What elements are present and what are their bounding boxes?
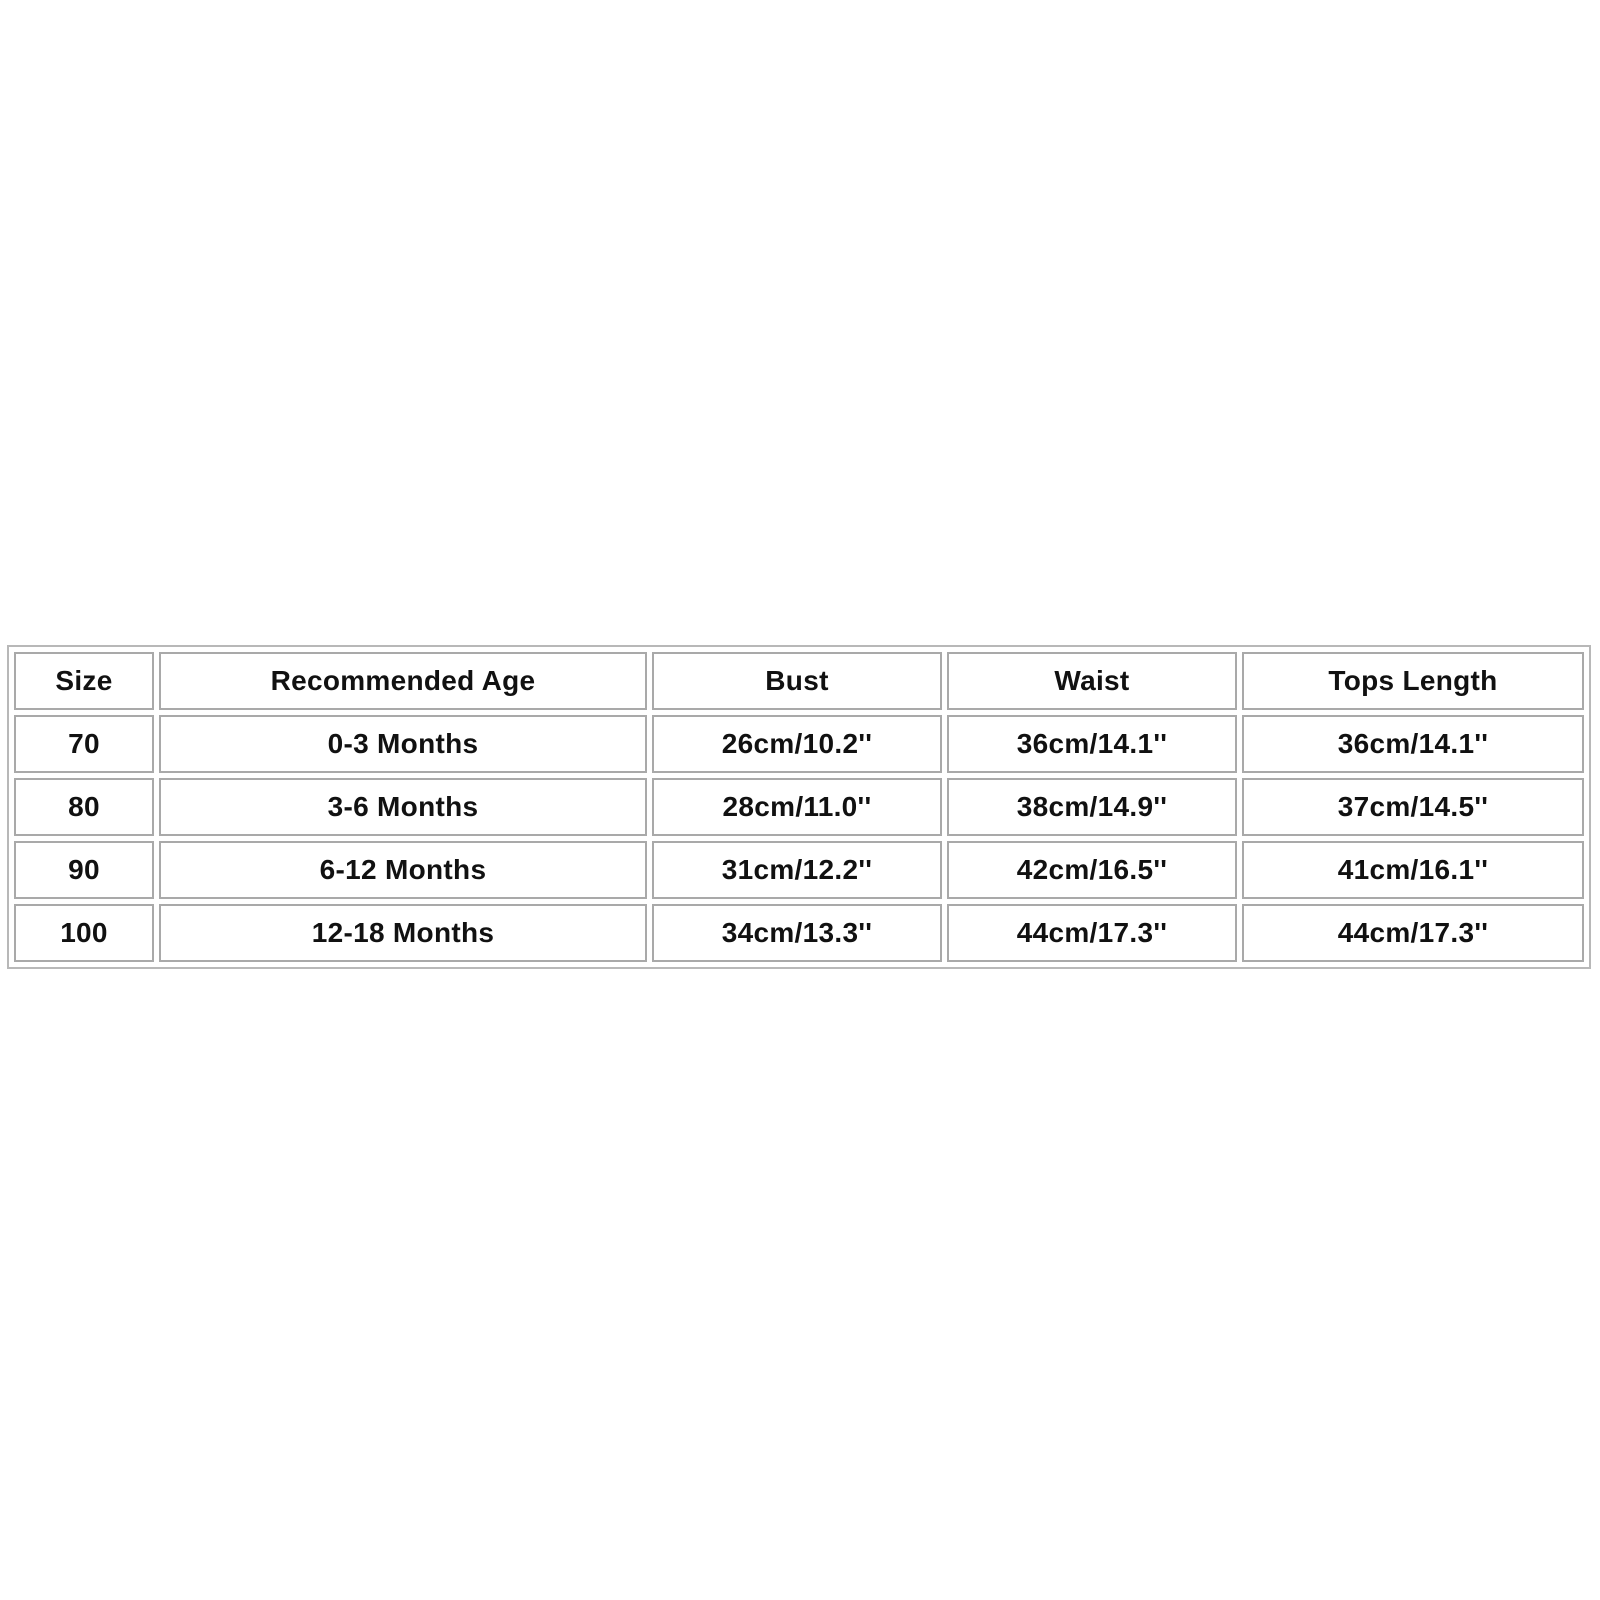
header-waist: Waist	[947, 652, 1237, 710]
cell-waist: 36cm/14.1''	[947, 715, 1237, 773]
cell-bust: 34cm/13.3''	[652, 904, 942, 962]
cell-tops-length: 36cm/14.1''	[1242, 715, 1584, 773]
header-tops-length: Tops Length	[1242, 652, 1584, 710]
cell-tops-length: 44cm/17.3''	[1242, 904, 1584, 962]
size-chart-table	[7, 645, 1591, 969]
cell-waist: 44cm/17.3''	[947, 904, 1237, 962]
table-row	[14, 841, 1584, 899]
cell-size: 90	[14, 841, 154, 899]
cell-recommended-age: 6-12 Months	[159, 841, 647, 899]
cell-waist: 42cm/16.5''	[947, 841, 1237, 899]
header-size: Size	[14, 652, 154, 710]
cell-recommended-age: 12-18 Months	[159, 904, 647, 962]
cell-tops-length: 37cm/14.5''	[1242, 778, 1584, 836]
cell-bust: 26cm/10.2''	[652, 715, 942, 773]
cell-bust: 28cm/11.0''	[652, 778, 942, 836]
table-header-row	[14, 652, 1584, 710]
cell-recommended-age: 3-6 Months	[159, 778, 647, 836]
cell-size: 70	[14, 715, 154, 773]
cell-size: 80	[14, 778, 154, 836]
cell-waist: 38cm/14.9''	[947, 778, 1237, 836]
cell-bust: 31cm/12.2''	[652, 841, 942, 899]
cell-recommended-age: 0-3 Months	[159, 715, 647, 773]
table-row	[14, 778, 1584, 836]
header-recommended-age: Recommended Age	[159, 652, 647, 710]
table-row	[14, 715, 1584, 773]
cell-tops-length: 41cm/16.1''	[1242, 841, 1584, 899]
table-row	[14, 904, 1584, 962]
cell-size: 100	[14, 904, 154, 962]
header-bust: Bust	[652, 652, 942, 710]
